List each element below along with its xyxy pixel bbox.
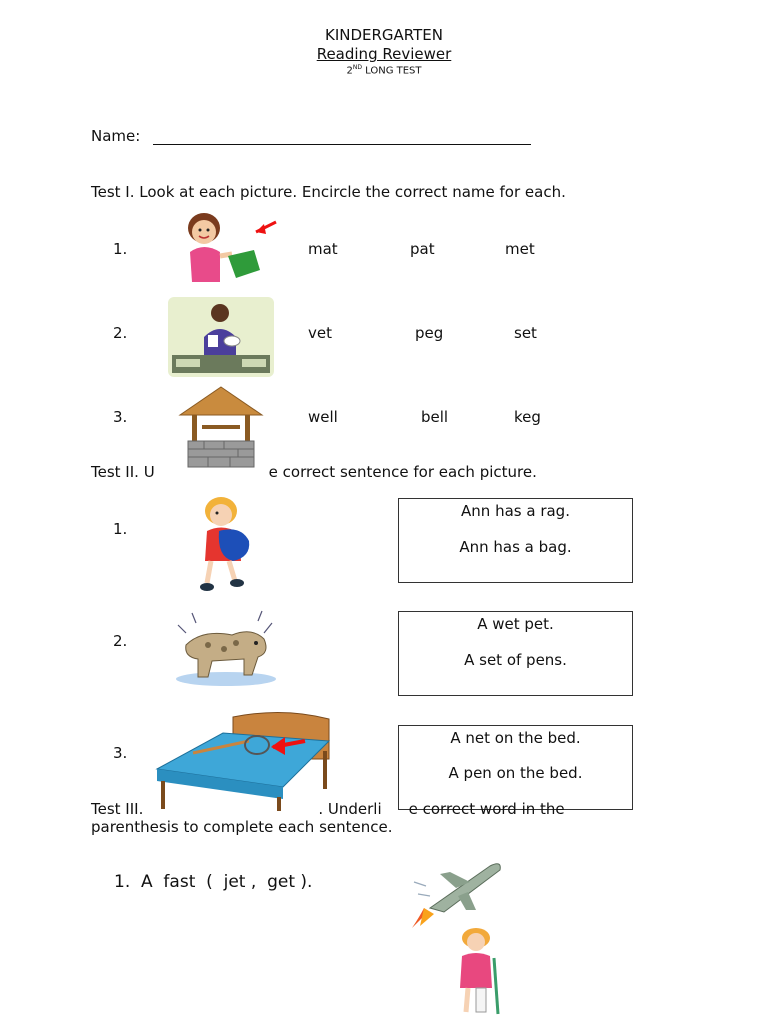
test1-number: 2. [113, 324, 128, 342]
choice-well[interactable]: well [308, 408, 338, 426]
test3-sentence: A fast ( jet , get ). [141, 872, 313, 892]
sentence-option[interactable]: A net on the bed. [450, 729, 581, 747]
test3-number: 1. [114, 872, 131, 892]
name-line[interactable] [153, 144, 531, 145]
choice-bell[interactable]: bell [421, 408, 449, 426]
choice-pat[interactable]: pat [410, 240, 435, 258]
test-label: 2ND LONG TEST [346, 64, 422, 77]
sentence-box [398, 498, 633, 583]
test2-number: 1. [113, 520, 128, 538]
choice-mat[interactable]: mat [308, 240, 338, 258]
test3-instruction: Test III. . Underli e correct word in the [91, 800, 565, 818]
girl-with-bag-picture [195, 495, 259, 595]
sentence-option[interactable]: Ann has a bag. [459, 538, 572, 556]
test3-instruction-line2: parenthesis to complete each sentence. [91, 818, 393, 836]
test2-number: 2. [113, 632, 128, 650]
vet-picture [168, 297, 274, 377]
well-picture [178, 385, 264, 470]
choice-keg[interactable]: keg [514, 408, 541, 426]
sentence-option[interactable]: A set of pens. [464, 651, 567, 669]
jet-picture [410, 852, 506, 930]
bed-with-net-picture [153, 711, 333, 811]
choice-vet[interactable]: vet [308, 324, 332, 342]
sentence-option[interactable]: A wet pet. [477, 615, 554, 633]
test2-instruction: Test II. U e correct sentence for each picture. [91, 463, 537, 481]
page-subtitle: Reading Reviewer [316, 45, 452, 63]
sentence-box [398, 725, 633, 810]
girl-with-cast-picture [448, 928, 510, 1016]
sentence-option[interactable]: A pen on the bed. [448, 764, 583, 782]
test2-number: 3. [113, 744, 128, 762]
sentence-option[interactable]: Ann has a rag. [461, 502, 570, 520]
girl-with-mat-picture [180, 208, 280, 288]
choice-set[interactable]: set [514, 324, 537, 342]
name-label: Name: [91, 127, 141, 145]
test1-number: 1. [113, 240, 128, 258]
test1-instruction: Test I. Look at each picture. Encircle the correct name for each. [91, 183, 566, 201]
choice-met[interactable]: met [505, 240, 535, 258]
choice-peg[interactable]: peg [415, 324, 444, 342]
page-title: KINDERGARTEN [324, 26, 443, 44]
sentence-box [398, 611, 633, 696]
test1-number: 3. [113, 408, 128, 426]
wet-dog-picture [172, 605, 280, 687]
